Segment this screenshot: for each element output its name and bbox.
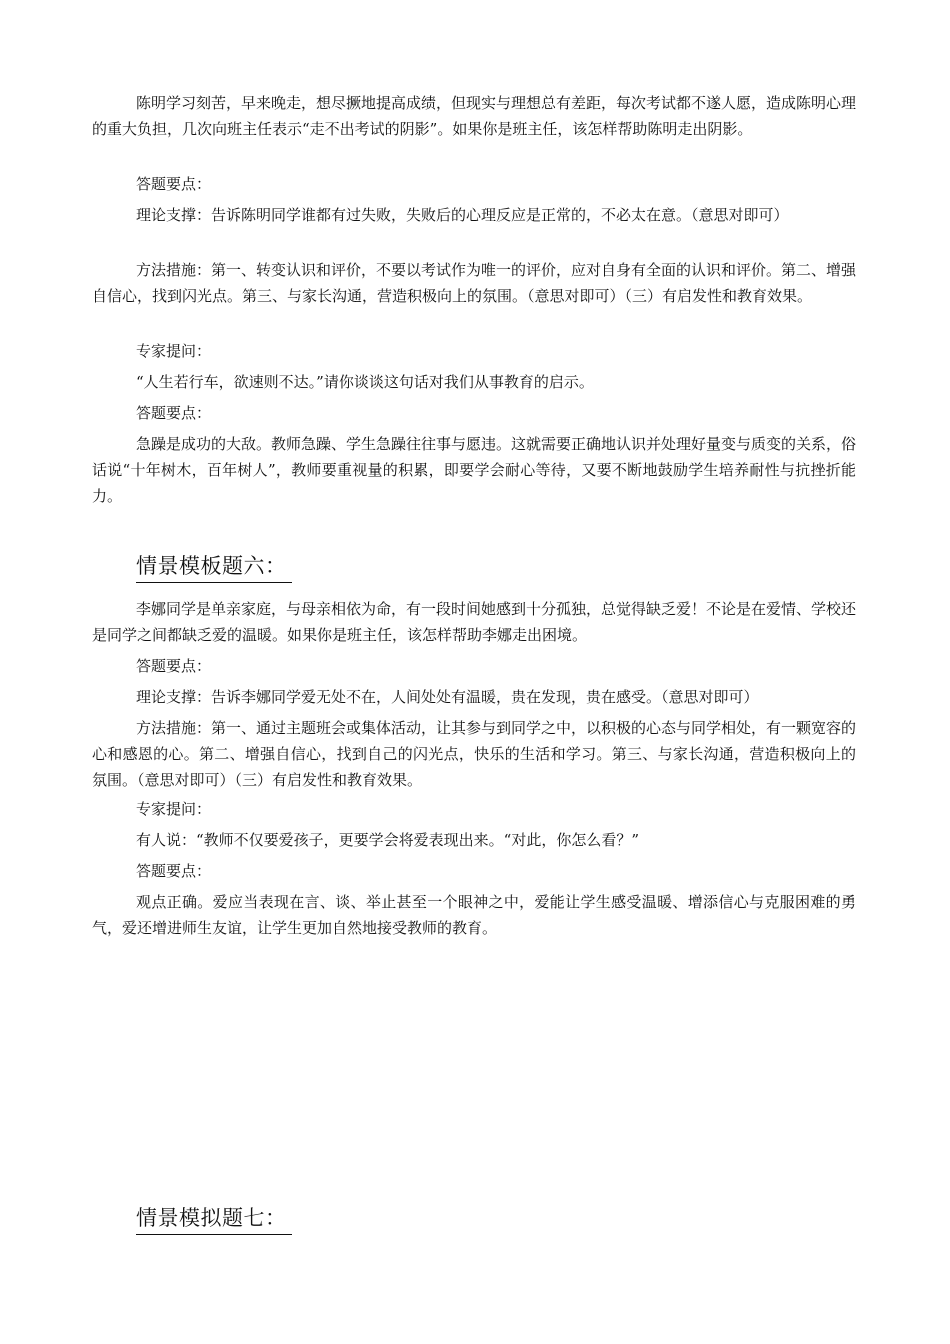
expert-question: “人生若行车，欲速则不达。”请你谈谈这句话对我们从事教育的启示。 [136, 373, 594, 391]
answer-label: 答题要点： [136, 862, 212, 880]
expert-question: 有人说：“教师不仅要爱孩子，更要学会将爱表现出来。“对此，你怎么看？” [136, 831, 640, 849]
expert-answer-paragraph: 急躁是成功的大敌。教师急躁、学生急躁往往事与愿违。这就需要正确地认识并处理好量变与质变的关系，俗话说“十年树木，百年树人”，教师要重视量的积累，即要学会耐心等待，又要不断地鼓励学生培养耐性与抗挫折能力。 [92, 435, 857, 505]
answer-label: 答题要点： [136, 657, 212, 675]
method-paragraph: 方法措施：第一、通过主题班会或集体活动，让其参与到同学之中，以积极的心态与同学相处，有一颗宽容的心和感恩的心。第二、增强自信心，找到自己的闪光点，快乐的生活和学习。第三、与家长沟通，营造积极向上的氛围。（意思对即可）（三）有启发性和教育效果。 [92, 719, 857, 789]
scenario-paragraph: 陈明学习刻苦，早来晚走，想尽撅地提高成绩，但现实与理想总有差距，每次考试都不遂人愿，造成陈明心理的重大负担，几次向班主任表示“走不出考试的阴影”。如果你是班主任，该怎样帮助陈明走出阴影。 [92, 94, 857, 138]
expert-label: 专家提问： [136, 342, 212, 360]
method-paragraph: 方法措施：第一、转变认识和评价，不要以考试作为唯一的评价，应对自身有全面的认识和评价。第二、增强自信心，找到闪光点。第三、与家长沟通，营造积极向上的氛围。（意思对即可）（三）有启发性和教育效果。 [92, 261, 857, 305]
answer-label: 答题要点： [136, 404, 212, 422]
expert-label: 专家提问： [136, 800, 212, 818]
expert-answer-paragraph: 观点正确。爱应当表现在言、谈、举止甚至一个眼神之中，爱能让学生感受温暖、增添信心与克服困难的勇气，爱还增进师生友谊，让学生更加自然地接受教师的教育。 [92, 893, 856, 937]
theory-paragraph: 理论支撑：告诉陈明同学谁都有过失败，失败后的心理反应是正常的，不必太在意。（意思对即可） [136, 206, 789, 224]
section-title: 情景模板题六： [136, 550, 292, 583]
answer-label: 答题要点： [136, 175, 212, 193]
section-title: 情景模拟题七： [136, 1202, 292, 1235]
scenario-paragraph: 李娜同学是单亲家庭，与母亲相依为命，有一段时间她感到十分孤独，总觉得缺乏爱！不论是在爱情、学校还是同学之间都缺乏爱的温暖。如果你是班主任，该怎样帮助李娜走出困境。 [92, 600, 857, 644]
theory-paragraph: 理论支撑：告诉李娜同学爱无处不在，人间处处有温暖，贵在发现，贵在感受。（意思对即可） [136, 688, 759, 706]
